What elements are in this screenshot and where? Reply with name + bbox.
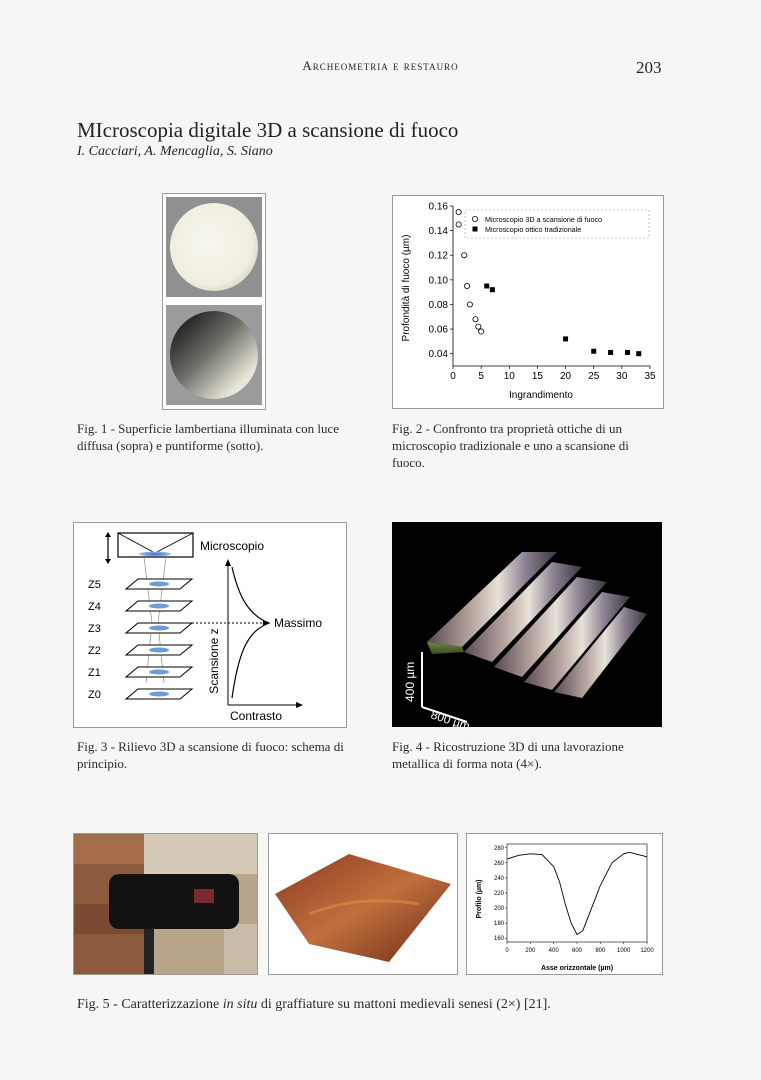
x-tick-label: 10: [503, 371, 515, 382]
data-point-focus-scan: [479, 329, 484, 334]
figure-5c: [466, 833, 663, 975]
x-tick-label: 35: [644, 371, 656, 382]
data-point-traditional: [608, 350, 613, 355]
plane-label: Z5: [88, 579, 101, 591]
x-tick-label: 800: [595, 948, 606, 954]
y-axis-label: Profondità di fuoco (µm): [401, 234, 412, 342]
plot-frame: [507, 844, 647, 942]
data-point-traditional: [484, 284, 489, 289]
diffuse-lit-sphere: [170, 203, 258, 291]
contrast-label: Contrasto: [230, 709, 283, 723]
y-tick-label: 180: [493, 921, 504, 928]
plane-label: Z2: [88, 645, 101, 657]
plane-label: Z3: [88, 623, 101, 635]
lambertian-spheres-image: [163, 194, 265, 409]
figure-1: [162, 193, 266, 410]
depth-of-field-chart: [393, 196, 663, 408]
figure-2: [392, 195, 664, 409]
figure-5b: [268, 833, 458, 975]
figure-5-caption-start: Fig. 5 - Caratterizzazione: [77, 997, 223, 1012]
y-tick-label: 0.10: [428, 275, 448, 287]
figure-3-caption: Fig. 3 - Rilievo 3D a scansione di fuoco: schema di principio.: [77, 739, 344, 771]
plane-label: Z4: [88, 601, 101, 613]
figure-4: [392, 522, 662, 727]
figure-3: [73, 522, 347, 728]
running-head: Archeometria e restauro: [302, 58, 459, 73]
y-tick-label: 160: [493, 936, 504, 943]
data-point-focus-scan: [462, 253, 467, 258]
horizontal-scale-label: 800 µm: [429, 707, 472, 727]
y-tick-label: 260: [493, 860, 504, 867]
metal-3d-reconstruction-image: [392, 522, 662, 727]
x-tick-label: 1000: [616, 948, 631, 954]
vertical-scale-label: 400 µm: [403, 661, 417, 702]
y-axis-label-2: Profilo (µm): [476, 879, 483, 919]
point-lit-sphere: [170, 311, 258, 399]
figure-4-caption: Fig. 4 - Ricostruzione 3D di una lavorazione metallica di forma nota (4×).: [392, 739, 624, 771]
data-point-traditional: [490, 287, 495, 292]
figure-5-caption-end: di graffiature su mattoni medievali senesi (2×) [21].: [257, 997, 551, 1012]
y-tick-label: 220: [493, 891, 504, 897]
focus-spot: [149, 648, 169, 653]
y-tick-label: 0.12: [428, 250, 448, 262]
y-tick-label: 0.06: [428, 324, 448, 336]
data-point-focus-scan: [476, 324, 481, 329]
data-point-focus-scan: [464, 283, 469, 288]
x-tick-label: 15: [531, 371, 543, 382]
figure-1-caption: Fig. 1 - Superficie lambertiana illuminata con luce diffusa (sopra) e puntiforme (sotto).: [77, 421, 340, 453]
article-title: MIcroscopia digitale 3D a scansione di fuoco: [77, 118, 459, 142]
focus-spot: [149, 582, 169, 587]
figure-5-caption: [77, 996, 697, 1013]
x-tick-label: 0: [505, 948, 509, 954]
legend-marker-square: [473, 227, 478, 232]
y-tick-label: 0.16: [428, 201, 448, 213]
focus-spot: [149, 692, 169, 697]
data-point-focus-scan: [456, 210, 461, 215]
x-tick-label: 200: [525, 948, 536, 954]
x-tick-label: 400: [548, 948, 559, 954]
x-axis-label-2: Asse orizzontale (µm): [540, 965, 614, 972]
x-tick-label: 5: [478, 371, 484, 382]
legend-entry-focus-scan: Microscopio 3D a scansione di fuoco: [485, 215, 603, 224]
plane-label: Z0: [88, 689, 101, 701]
figure-2-caption: Fig. 2 - Confronto tra proprietà ottiche di un microscopio tradizionale e uno a scansione di fuoco.: [392, 421, 629, 470]
contrast-curve: [232, 567, 269, 698]
data-point-traditional: [591, 349, 596, 354]
x-tick-label: 20: [560, 371, 572, 382]
figure-5-caption-italic: in situ: [222, 997, 258, 1012]
z-axis-label: Scansione z: [207, 628, 221, 694]
microscope-label: Microscopio: [200, 539, 265, 553]
lens: [139, 552, 171, 557]
data-point-traditional: [563, 336, 568, 341]
x-tick-label: 0: [450, 371, 456, 382]
data-point-focus-scan: [473, 317, 478, 322]
article-authors: I. Cacciari, A. Mencaglia, S. Siano: [77, 144, 273, 159]
figure-5a: [73, 833, 258, 975]
y-tick-label: 0.14: [428, 226, 448, 238]
data-point-traditional: [625, 350, 630, 355]
legend-entry-traditional: Microscopio ottico tradizionale: [485, 225, 582, 234]
maximum-label: Massimo: [274, 616, 323, 630]
y-tick-label: 240: [493, 875, 504, 882]
data-point-focus-scan: [456, 222, 461, 227]
focus-spot: [149, 670, 169, 675]
x-axis-label: Ingrandimento: [509, 390, 573, 401]
y-tick-label: 200: [493, 906, 504, 913]
brick-3d-surface-image: [269, 834, 457, 974]
scratch-profile-chart: [467, 834, 662, 974]
x-tick-label: 25: [588, 371, 600, 382]
focus-spot: [149, 626, 169, 631]
plane-label: Z1: [88, 667, 101, 679]
profile-line: [507, 852, 647, 934]
in-situ-microscope-photo: [74, 834, 257, 974]
data-point-focus-scan: [467, 302, 472, 307]
x-tick-label: 600: [571, 948, 583, 954]
y-tick-label: 280: [493, 845, 504, 852]
page-number: 203: [636, 58, 662, 77]
y-tick-label: 0.08: [428, 299, 448, 311]
digital-microscope: [109, 874, 239, 929]
focus-scan-schematic: [74, 523, 346, 727]
x-tick-label: 30: [616, 371, 628, 382]
focus-spot: [149, 604, 169, 609]
data-point-traditional: [636, 351, 641, 356]
x-tick-label: 1200: [640, 948, 654, 954]
y-tick-label: 0.04: [428, 349, 448, 361]
